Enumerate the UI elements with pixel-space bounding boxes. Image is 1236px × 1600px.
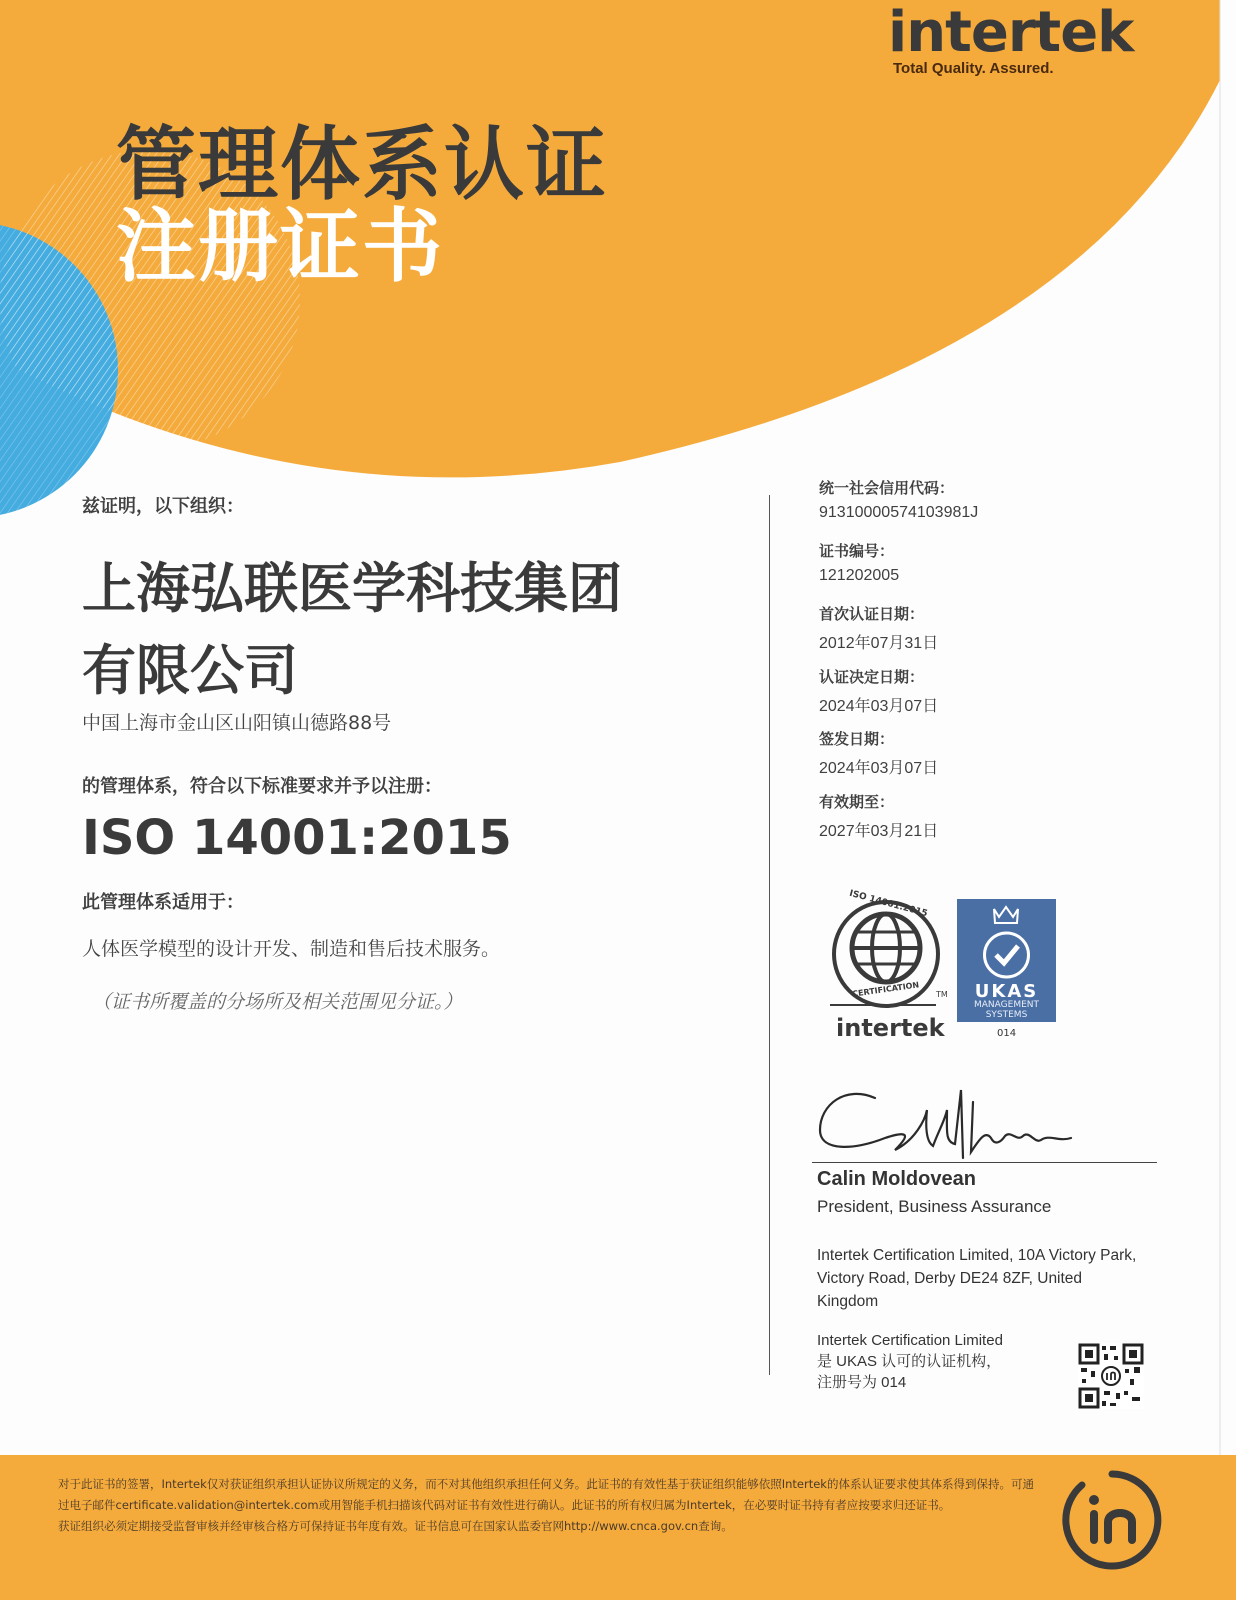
organization-address: 中国上海市金山区山阳镇山德路88号 bbox=[82, 712, 392, 734]
organization-name bbox=[82, 548, 682, 712]
footer-text-paragraph1: 对于此证书的签署，Intertek仅对获证组织承担认证协议所规定的义务，而不对其他组织承担任何义务。此证书的有效性基于获证组织能够依照Intertek的体系认证要求使其体系得到保持。可通过电子邮件certificate.validation@intertek.com或用智能手机扫描该代码对证书有效性进行确认。此证书的所有权归属为Intertek，在必要时证书持有者应按要求归还证书。 bbox=[58, 1477, 1034, 1512]
seal-certification-text: CERTIFICATION bbox=[851, 980, 920, 999]
logo-tagline: Total Quality. Assured. bbox=[893, 60, 1054, 77]
accreditation-statement bbox=[817, 1330, 1057, 1393]
intro-label: 兹证明，以下组织： bbox=[82, 496, 244, 517]
intertek-in-logo-icon bbox=[1062, 1470, 1162, 1570]
organization-name-line1: 上海弘联医学科技集团 bbox=[82, 557, 622, 620]
accreditation-line3: 注册号为 014 bbox=[817, 1374, 907, 1391]
compliance-statement: 的管理体系，符合以下标准要求并予以注册： bbox=[82, 776, 442, 797]
scope-note: （证书所覆盖的分场所及相关范围见分证。） bbox=[92, 991, 463, 1013]
decision-date-value: 2024年03月07日 bbox=[819, 698, 939, 715]
ukas-systems: SYSTEMS bbox=[985, 1010, 1028, 1020]
first-cert-date-value: 2012年07月31日 bbox=[819, 635, 939, 652]
scope-text: 人体医学模型的设计开发、制造和售后技术服务。 bbox=[82, 938, 501, 960]
ukas-code: 014 bbox=[997, 1028, 1017, 1039]
certificate-title-line1: 管理体系认证 bbox=[116, 118, 608, 211]
certificate-number-label: 证书编号： bbox=[819, 542, 895, 560]
standard-number: ISO 14001:2015 bbox=[82, 810, 512, 866]
footer-disclaimer bbox=[58, 1474, 1038, 1537]
signer-title: President, Business Assurance bbox=[817, 1197, 1052, 1216]
trademark-symbol: TM bbox=[936, 990, 948, 999]
first-cert-date-label: 首次认证日期： bbox=[819, 605, 925, 623]
scope-label: 此管理体系适用于： bbox=[82, 892, 244, 913]
expiry-date-label: 有效期至： bbox=[819, 793, 895, 811]
seal-underline bbox=[830, 1004, 936, 1006]
seal-standard-text: ISO 14001:2015 bbox=[848, 888, 929, 920]
intertek-logo: intertek bbox=[888, 0, 1134, 65]
certificate-title-line2: 注册证书 bbox=[116, 200, 444, 293]
handwritten-signature bbox=[815, 1080, 1085, 1165]
issue-date-value: 2024年03月07日 bbox=[819, 760, 939, 777]
credit-code-label: 统一社会信用代码： bbox=[819, 479, 955, 497]
certificate-number-value: 121202005 bbox=[819, 567, 900, 584]
intertek-mark-word: intertek bbox=[836, 1014, 945, 1042]
footer-text-paragraph2: 获证组织必须定期接受监督审核并经审核合格方可保持证书年度有效。证书信息可在国家认监委官网http://www.cnca.gov.cn查询。 bbox=[58, 1519, 733, 1533]
column-divider bbox=[769, 495, 770, 1375]
expiry-date-value: 2027年03月21日 bbox=[819, 823, 939, 840]
accreditation-line1: Intertek Certification Limited bbox=[817, 1332, 1003, 1349]
accreditation-line2: 是 UKAS 认可的认证机构， bbox=[817, 1353, 1002, 1370]
organization-name-line2: 有限公司 bbox=[82, 639, 298, 702]
issue-date-label: 签发日期： bbox=[819, 730, 895, 748]
decision-date-label: 认证决定日期： bbox=[819, 668, 925, 686]
ukas-management: MANAGEMENT bbox=[974, 1000, 1039, 1010]
ukas-mark bbox=[957, 899, 1056, 1022]
ukas-name: UKAS bbox=[974, 981, 1039, 1002]
issuer-address: Intertek Certification Limited, 10A Victory Park, Victory Road, Derby DE24 8ZF, United Kingdom bbox=[817, 1247, 1137, 1310]
signature-line bbox=[812, 1162, 1157, 1163]
signer-name: Calin Moldovean bbox=[817, 1168, 976, 1190]
qr-code-icon[interactable] bbox=[1078, 1343, 1144, 1409]
credit-code-value: 91310000574103981J bbox=[819, 504, 979, 521]
